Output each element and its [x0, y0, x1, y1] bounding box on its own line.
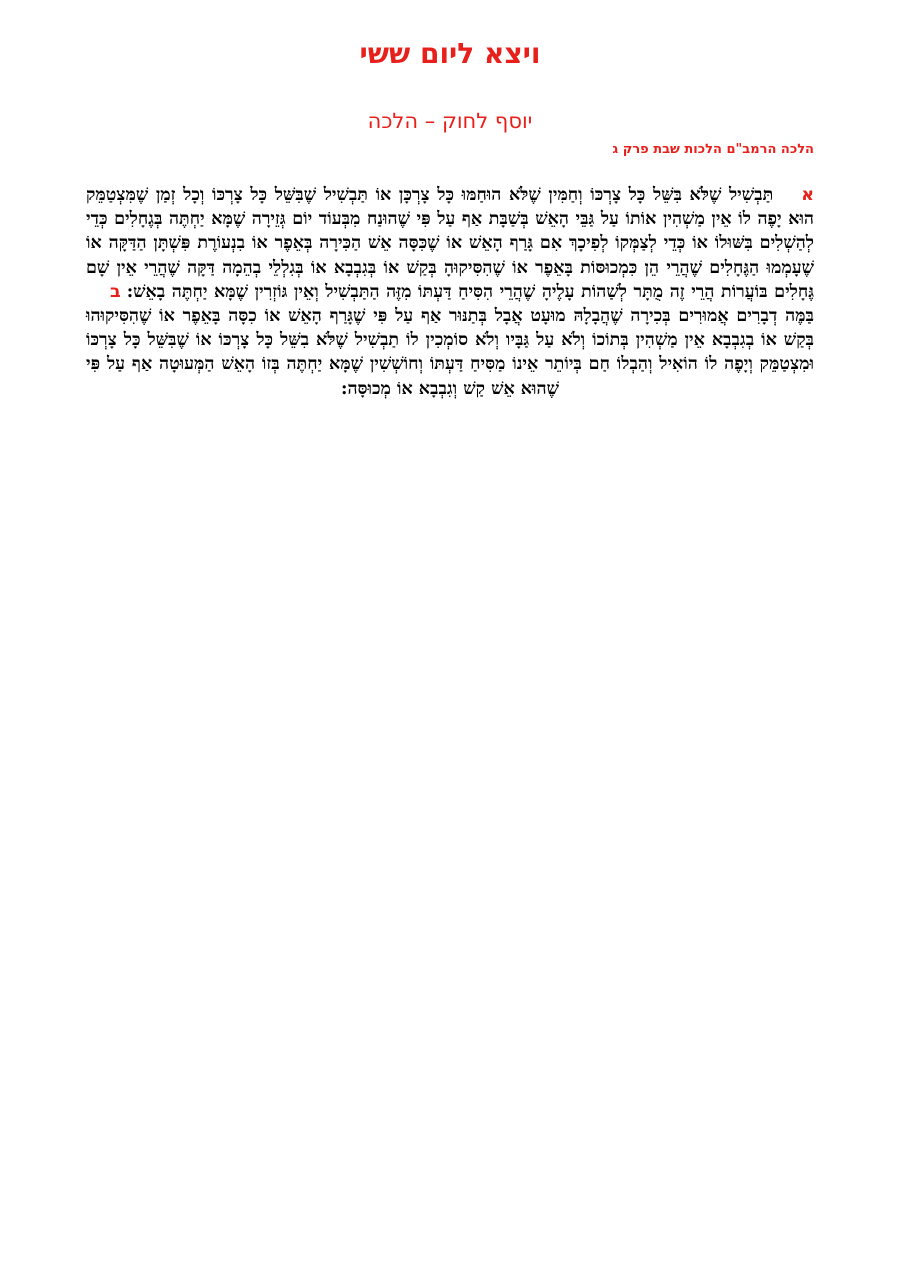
halacha-marker-1: א [801, 185, 814, 205]
halacha-text-1: תַּבְשִׁיל שֶׁלֹּא בִּשֵּׁל כָּל צָרְכּוֹ וְחַמִּין שֶׁלֹּא הוּחַמּוּ כָּל צָרְכָּן אוֹ תַּבְשִׁיל שֶׁבִּשֵּׁל כָּל צָרְכּוֹ וְכָל זְמַן שֶׁמִּצְטַמֵּק הוּא יָפֶה לוֹ אֵין מַשְׁהִין אוֹתוֹ עַל גַּבֵּי הָאֵשׁ בְּשַׁבָּת אַף עַל פִּי שֶׁהוּנַח מִבְּעוֹד יוֹם גְּזֵירָה שֶׁמָּא יַחְתֶּה בְּגֶחָלִים כְּדֵי לְהַשְׁלִים בִּשּׁוּלוֹ אוֹ כְּדֵי לְצַמְּקוֹ לְפִיכָךְ אִם גָּרַף הָאֵשׁ אוֹ שֶׁכִּסָּה אֵשׁ הַכִּירָה בְּאֵפֶר אוֹ בִנְעוֹרֶת פִּשְׁתָּן הַדַּקָּה אוֹ שֶׁעָמְמוּ הַגֶּחָלִים שֶׁהֲרֵי הֵן כִּמְכוּסּוֹת בָּאֵפֶר אוֹ שֶׁהִסִּיקוּהָ בְּקַשׁ אוֹ בְּגִבְבָא אוֹ בְּגִלְלֵי בְהֵמָה דַּקָּה שֶׁהֲרֵי אֵין שָׁם גֶּחָלִים בּוֹעֲרוֹת הֲרֵי זֶה מֻתָּר לְשַׁהוֹת עָלֶיהָ שֶׁהֲרֵי הִסִּיחַ דַּעְתּוֹ מִזֶּה הַתַּבְשִׁיל וְאֵין גּוֹזְרִין שֶׁמָּא יַחְתֶּה בָאֵשׁ: [86, 185, 814, 302]
page-subtitle: יוסף לחוק – הלכה [367, 109, 533, 133]
halacha-text-2: בַּמֶּה דְבָרִים אֲמוּרִים בְּכִירָה שֶׁהֲבָלָהּ מוּעָט אֲבָל בְּתַנּוּר אַף עַל פִּי שֶׁגָּרַף הָאֵשׁ אוֹ כִסָּה בָּאֵפֶר אוֹ שֶׁהִסִּיקוּהוּ בְּקַשׁ אוֹ בְגִבְבָא אֵין מַשְׁהִין בְּתוֹכוֹ וְלֹא עַל גַּבָּיו וְלֹא סוֹמְכִין לוֹ תַבְשִׁיל שֶׁלֹּא בִשֵּׁל כָּל צָרְכּוֹ אוֹ שֶׁבִּשֵּׁל כָּל צָרְכּוֹ וּמִצְטַמֵּק וְיָפֶה לוֹ הוֹאִיל וְהַבְלוֹ חַם בְּיוֹתֵר אֵינוֹ מַסִּיחַ דַּעְתּוֹ וְחוֹשְׁשִׁין שֶׁמָּא יַחְתֶּה בְּזוֹ הָאֵשׁ הַמְּעוּטָה אַף עַל פִּי שֶׁהוּא אֵשׁ קַשׁ וְגִבְבָא אוֹ מְכוּסָּה: [86, 306, 814, 399]
source-reference: הלכה הרמב"ם הלכות שבת פרק ג [612, 142, 814, 157]
halacha-marker-2: ב [110, 281, 121, 302]
halacha-body [86, 183, 814, 401]
page-title: ויצא ליום ששי [359, 37, 541, 70]
